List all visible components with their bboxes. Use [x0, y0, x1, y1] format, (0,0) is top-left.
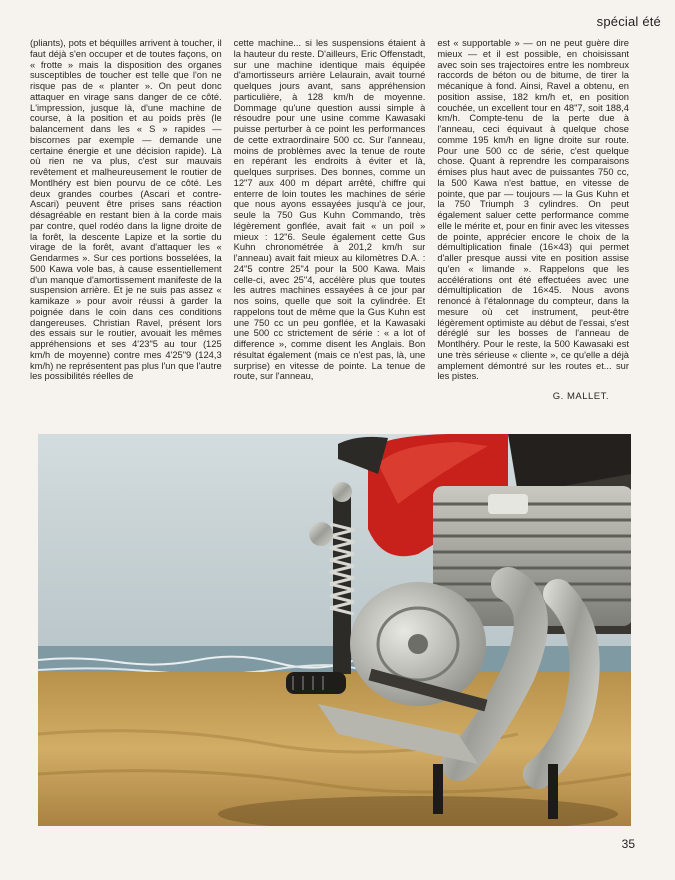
- article-body: [30, 38, 629, 410]
- page-number: 35: [621, 837, 635, 851]
- text-column-2: [234, 38, 426, 410]
- author-signature: G. MALLET.: [552, 391, 609, 402]
- section-label: spécial été: [596, 14, 661, 29]
- motorcycle-photo: [38, 434, 631, 826]
- column-3-text: est « supportable » — on ne peut guère dire mieux — et il est possible, en choisissant avec soin ses trajectoires entre les nombreux raccords de béton ou de bitume, de tirer la mécanique à fond. Ainsi, Ravel a obtenu, en position assise, 182 km/h et, en position couchée, un excellent tour en 48"7, soit 188,4 km/h. Compte-tenu de la perte due à l'anneau, ceci équivaut à quelque chose comme 195 km/h en ligne droite sur route. Pour une 500 cc de série, c'est quelque chose. Quant à reprendre les comparaisons émises plus haut avec de puissantes 750 cc, la 500 Kawa n'est battue, en vitesse de pointe, que par — toujours — la Gus Kuhn et la 750 Triumph 3 cylindres. On peut également saluer cette performance comme elle le mérite et, pour en finir avec les vitesses de pointe, apprécier encore le choix de la démultiplication finale (16×43) qui permet d'aller presque aussi vite en position assise qu'en « limande ». Rappelons que les accélérations ont été effectuées avec une démultiplication de 16×45. Nous avons renoncé à l'étalonnage du compteur, dans la mesure où cet instrument, peut-être légèrement optimiste au début de l'essai, s'est déréglé sur les bosses de l'anneau de Montlhéry. Pour le reste, la 500 Kawasaki est une très sérieuse « cliente », ce qu'elle a déjà amplement démontré sur les routes et... sur les pistes.: [437, 38, 629, 382]
- text-column-3: [437, 38, 629, 410]
- text-column-1: [30, 38, 222, 410]
- motorcycle-beach-illustration: [38, 434, 631, 826]
- column-2-text: cette machine... si les suspensions étaient à la hauteur du reste. D'ailleurs, Eric Offenstadt, sur une machine identique mais équipée d'amortisseurs arrière Lelaurain, avait tourné quelques jours avant, sans appréhension particulière, à 128 km/h de moyenne. Dommage qu'une question aussi simple à résoudre pour une usine comme Kawasaki puisse perturber à ce point les performances de cette extraordinaire 500 cc. Sur l'anneau, moins de problèmes avec la tenue de route en repérant les endroits à éviter et là, quelques surprises. Des bonnes, comme un 12"7 aux 400 m départ arrêté, chiffre qui enterre de loin toutes les machines de série que nous ayons essayées jusqu'à ce jour, seule la 750 Gus Kuhn Commando, très légèrement gonflée, avait fait « un poil » mieux : 12"6. Seule également cette Gus Kuhn chronométrée à 201,2 km/h sur l'anneau) avait fait mieux au kilomètres D.A. : 24"5 contre 25"4 pour la 500 Kawa. Mais celle-ci, avec 25"4, accélère plus que toutes les autres machines essayées à ce jour par nos soins, quelle que soit la cylindrée. Et rappelons tout de même que la Gus Kuhn est une 750 cc un peu gonflée, et la Kawasaki une 500 cc strictement de série : « a lot of difference », comme disent les Anglais. Bon résultat également (mais ce n'est pas, là, une surprise) en vitesse de pointe. La tenue de route, sur l'anneau,: [233, 38, 426, 382]
- column-1-text: (pliants), pots et béquilles arrivent à toucher, il faut déjà s'en occuper et de toutes façons, on « frotte » mais la disposition des organes susceptibles de toucher est telle que l'on ne risque pas de « planter ». On peut donc attaquer en virage sans danger de ce côté. L'impression, jusque là, d'une machine de course, à la position et au poids près (le balancement dans les « S » rapides — biscornes par exemple — demande une certaine énergie et une décision rapide). Là où rien ne va plus, c'est sur mauvais revêtement et malheureusement le routier de Montlhéry est bien pourvu de ce côté. Les deux grandes courbes (Ascari et contre-Ascari) peuvent être prises sans réaction désagréable en restant bien à la corde mais par contre, quel rodéo dans la ligne droite de la forêt, la descente Lapize et la sortie du virage de la forêt, avant d'attaquer les « Gendarmes ». Sur ces portions bosselées, la 500 Kawa vole bas, à cause essentiellement d'un manque d'amortissement manifeste de la suspension arrière. Et je ne suis pas assez « kamikaze » pour avoir réussi à garder la poignée dans le coin dans ces conditions dangereuses. Christian Ravel, présent lors des essais sur le routier, avouait les mêmes appréhensions et ses 4'23"5 au tour (125 km/h de moyenne) contre mes 4'25"9 (124,3 km/h) ne représentent pas plus l'un que l'autre les possibilités réelles de: [30, 38, 222, 382]
- footpeg: [286, 672, 346, 694]
